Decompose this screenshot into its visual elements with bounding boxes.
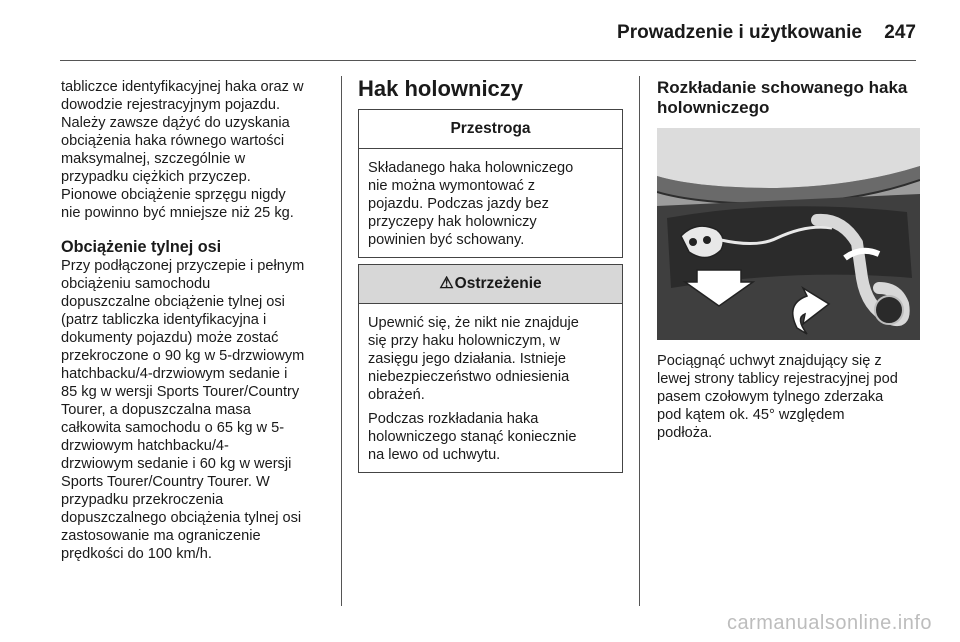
rear-axle-paragraph: Przy podłączonej przyczepie i pełnym obciążeniu samochodu dopuszczalne obciążenie tylnej osi (patrz tabliczka identyfikacyjna i dokumenty pojazdu) może zostać przekroczone o 90 kg w 5-drzwiowym hatchbacku/4-drzwiowym sedanie i 85 kg w wersji Sports Tourer/Country Tourer, a dopuszczalna masa całkowita samochodu o 65 kg w 5- drzwiowym hatchbacku/4- drzwiowym sedanie i 60 kg w wersji Sports Tourer/Country Tourer. W przypadku przekroczenia dopuszczalnego obciążenia tylnej osi zastosowanie ma ograniczenie prędkości do 100 km/h. <box>61 258 305 562</box>
warning-label: Ostrzeżenie <box>454 275 542 292</box>
caution-box <box>358 109 623 258</box>
section-title: Hak holowniczy <box>358 76 524 101</box>
header-rule <box>60 60 916 61</box>
warning-paragraph: Upewnić się, że nikt nie znajduje się przy haku holowniczym, w zasięgu jego działania. Istnieje niebezpieczeństwo odniesienia obrażeń. <box>368 315 579 403</box>
unfold-hook-paragraph: Pociągnąć uchwyt znajdujący się z lewej strony tablicy rejestracyjnej pod pasem czołowym tylnego zderzaka pod kątem ok. 45° względem podłoża. <box>657 353 898 441</box>
unfold-hook-heading: Rozkładanie schowanego haka holowniczego <box>657 78 908 117</box>
column-right-body <box>657 352 922 442</box>
tow-hook-release-illustration <box>657 128 920 340</box>
caution-header: Przestroga <box>359 110 622 149</box>
warning-header <box>359 265 622 304</box>
page-header-title: Prowadzenie i użytkowanie <box>617 22 862 43</box>
rear-axle-heading: Obciążenie tylnej osi <box>61 238 222 256</box>
column-divider-left <box>341 76 342 606</box>
column-divider-right <box>639 76 640 606</box>
warning-triangle-icon: ⚠ <box>439 275 454 292</box>
warning-box <box>358 264 623 473</box>
warning-paragraph: Podczas rozkładania haka holowniczego stanąć koniecznie na lewo od uchwytu. <box>368 411 577 463</box>
column-right <box>657 78 922 118</box>
intro-paragraph: tabliczce identyfikacyjnej haka oraz w dowodzie rejestracyjnym pojazdu. Należy zawsze dążyć do uzyskania obciążenia haka równego wartości maksymalnej, szczególnie w przypadku ciężkich przyczep. Pionowe obciążenie sprzęgu nigdy nie powinno być mniejsze niż 25 kg. <box>61 79 304 221</box>
tow-hook-drawing <box>657 128 920 340</box>
page-number: 247 <box>884 22 916 43</box>
caution-text: Składanego haka holowniczego nie można wymontować z pojazdu. Podczas jazdy bez przyczepy hak holowniczy powinien być schowany. <box>368 160 574 248</box>
column-left <box>61 78 331 563</box>
site-watermark: carmanualsonline.info <box>726 612 932 634</box>
